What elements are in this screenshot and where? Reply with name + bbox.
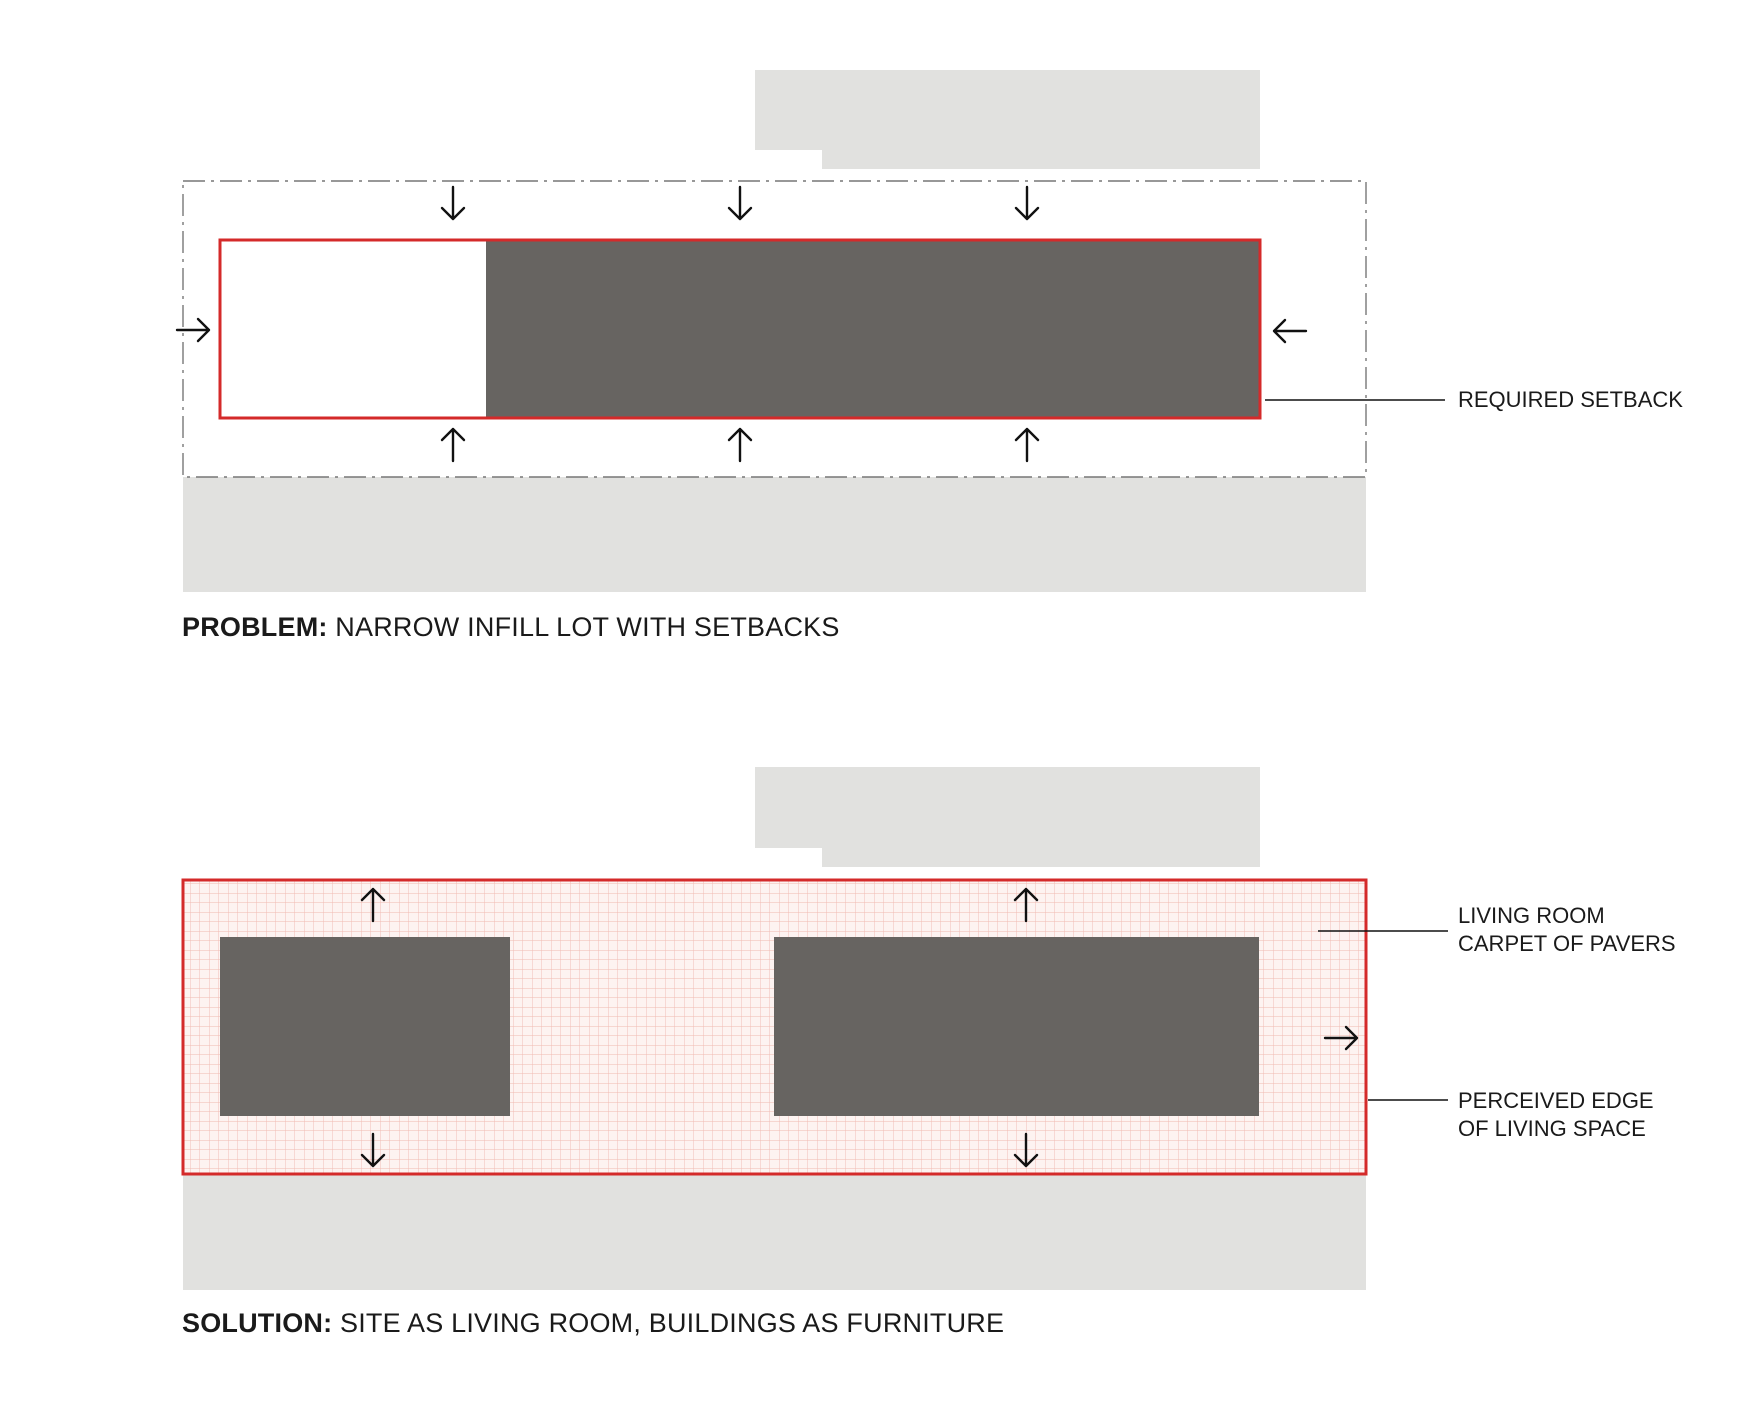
neighbor-building-bottom-2 <box>183 1174 1366 1290</box>
required-setback-label <box>1458 386 1683 414</box>
solution-caption <box>182 1308 1004 1339</box>
neighbor-building-bottom <box>183 477 1366 592</box>
setback-arrow-top-2-icon <box>729 187 751 219</box>
solution-diagram <box>183 767 1448 1290</box>
problem-diagram <box>183 70 1445 592</box>
setback-arrow-bottom-3-icon <box>1016 429 1038 461</box>
carpet-label-line1: LIVING ROOM <box>1458 903 1605 928</box>
setback-arrow-right-icon <box>1274 320 1306 342</box>
living-room-carpet-label <box>1458 902 1676 958</box>
solution-caption-text: SITE AS LIVING ROOM, BUILDINGS AS FURNITURE <box>332 1308 1005 1338</box>
neighbor-building-top <box>755 70 1260 169</box>
problem-caption-text: NARROW INFILL LOT WITH SETBACKS <box>327 612 840 642</box>
setback-arrow-top-3-icon <box>1016 187 1038 219</box>
edge-label-line1: PERCEIVED EDGE <box>1458 1088 1654 1113</box>
edge-label-line2: OF LIVING SPACE <box>1458 1116 1646 1141</box>
perceived-edge-label <box>1458 1087 1654 1143</box>
setback-arrow-bottom-2-icon <box>729 429 751 461</box>
carpet-label-line2: CARPET OF PAVERS <box>1458 931 1676 956</box>
neighbor-building-top-2 <box>755 767 1260 867</box>
problem-caption <box>182 612 840 643</box>
building-mass <box>486 242 1259 417</box>
setback-arrow-top-1-icon <box>442 187 464 219</box>
problem-caption-lead: PROBLEM: <box>182 612 328 642</box>
building-furniture-left <box>220 937 510 1116</box>
setback-arrow-bottom-1-icon <box>442 429 464 461</box>
building-furniture-right <box>774 937 1259 1116</box>
setback-arrow-left-icon <box>177 319 209 341</box>
solution-caption-lead: SOLUTION: <box>182 1308 333 1338</box>
required-setback-text: REQUIRED SETBACK <box>1458 387 1683 412</box>
